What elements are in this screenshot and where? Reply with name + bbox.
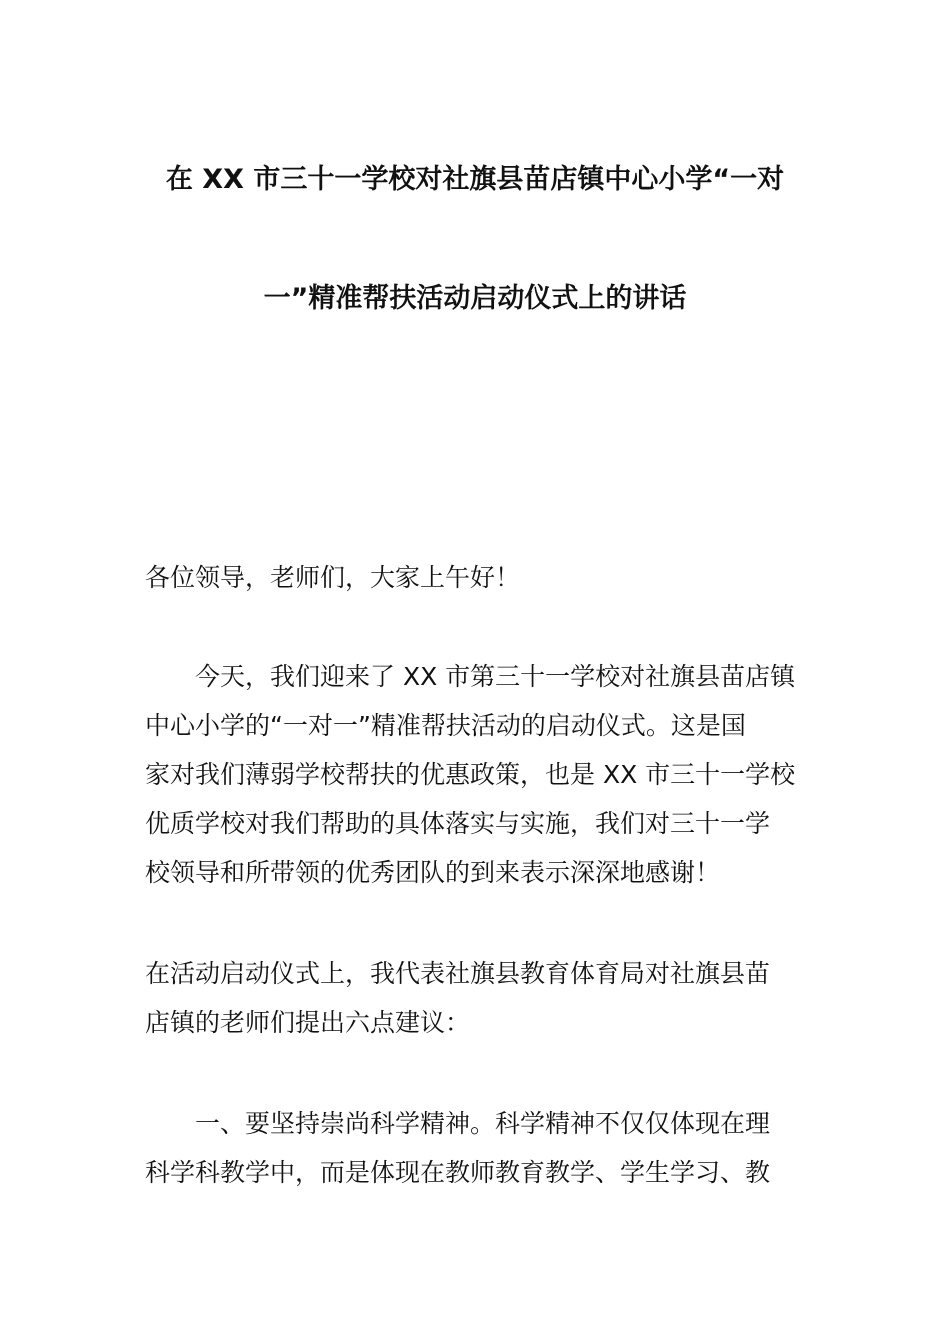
paragraph-1-line-4: 优质学校对我们帮助的具体落实与实施，我们对三十一学 — [145, 809, 771, 838]
paragraph-1-line-3: 家对我们薄弱学校帮扶的优惠政策，也是 XX 市三十一学校 — [145, 760, 796, 789]
document-title-line-1: 在 XX 市三十一学校对社旗县苗店镇中心小学“一对 — [165, 164, 785, 195]
paragraph-2-line-1: 在活动启动仪式上，我代表社旗县教育体育局对社旗县苗 — [145, 959, 771, 988]
paragraph-2 — [145, 949, 807, 1047]
paragraph-3-line-1: 一、要坚持崇尚科学精神。科学精神不仅仅体现在理 — [195, 1109, 771, 1138]
paragraph-1-line-2: 中心小学的“一对一”精准帮扶活动的启动仪式。这是国 — [145, 711, 746, 740]
paragraph-3 — [145, 1099, 807, 1197]
document-title-line-2: 一”精准帮扶活动启动仪式上的讲话 — [263, 283, 687, 314]
paragraph-3-line-2: 科学科教学中，而是体现在教师教育教学、学生学习、教 — [145, 1158, 771, 1187]
greeting-text: 各位领导，老师们，大家上午好！ — [145, 563, 521, 592]
paragraph-1 — [145, 652, 807, 897]
greeting — [145, 553, 807, 602]
paragraph-1-line-1: 今天，我们迎来了 XX 市第三十一学校对社旗县苗店镇 — [195, 662, 796, 691]
paragraph-2-line-2: 店镇的老师们提出六点建议： — [145, 1008, 471, 1037]
paragraph-1-line-5: 校领导和所带领的优秀团队的到来表示深深地感谢！ — [145, 858, 721, 887]
